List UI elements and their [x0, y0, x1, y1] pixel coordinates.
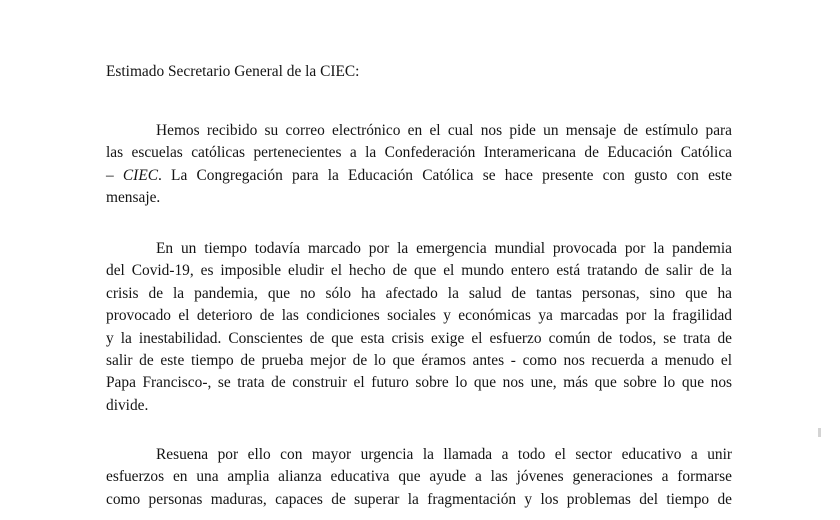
scan-mark [818, 428, 821, 437]
paragraph-line: crisis de la pandemia, que no sólo ha afectado la salud de tantas personas, sino que ha [106, 284, 732, 302]
paragraph-line: las escuelas católicas pertenecientes a la Confederación Interamericana de Educación Católica [106, 144, 732, 162]
paragraph-line: y la inestabilidad. Conscientes de que esta crisis exige el esfuerzo común de todos, se trata de [106, 329, 732, 347]
paragraph-line: esfuerzos en una amplia alianza educativa que ayude a las jóvenes generaciones a formarse [106, 468, 732, 486]
paragraph-1 [106, 120, 732, 210]
paragraph-2 [106, 238, 732, 417]
paragraph-line: divide. [106, 396, 149, 414]
paragraph-line: Papa Francisco-, se trata de construir el futuro sobre lo que nos une, más que sobre lo que nos [106, 374, 732, 392]
paragraph-line [106, 165, 732, 187]
paragraph-3 [106, 444, 732, 511]
paragraph-line: salir de este tiempo de prueba mejor de lo que éramos antes - como nos recuerda a menudo el [106, 352, 732, 370]
paragraph-line: Resuena por ello con mayor urgencia la llamada a todo el sector educativo a unir [156, 446, 732, 463]
paragraph-line: mensaje. [106, 189, 161, 207]
paragraph-line: como personas maduras, capaces de superar la fragmentación y los problemas del tiempo de [106, 490, 732, 508]
ciec-abbreviation: CIEC [122, 166, 158, 184]
paragraph-line: del Covid-19, es imposible eludir el hecho de que el mundo entero está tratando de salir de la [106, 262, 732, 280]
salutation: Estimado Secretario General de la CIEC: [106, 63, 360, 80]
paragraph-line: Hemos recibido su correo electrónico en el cual nos pide un mensaje de estímulo para [156, 122, 732, 139]
dash-prefix: – [106, 166, 123, 184]
paragraph-line: provocado el deterioro de las condiciones sociales y económicas ya marcadas por la fragilidad [106, 307, 732, 325]
line-remainder: . La Congregación para la Educación Católica se hace presente con gusto con este [157, 166, 733, 184]
paragraph-line: En un tiempo todavía marcado por la emergencia mundial provocada por la pandemia [156, 240, 732, 257]
